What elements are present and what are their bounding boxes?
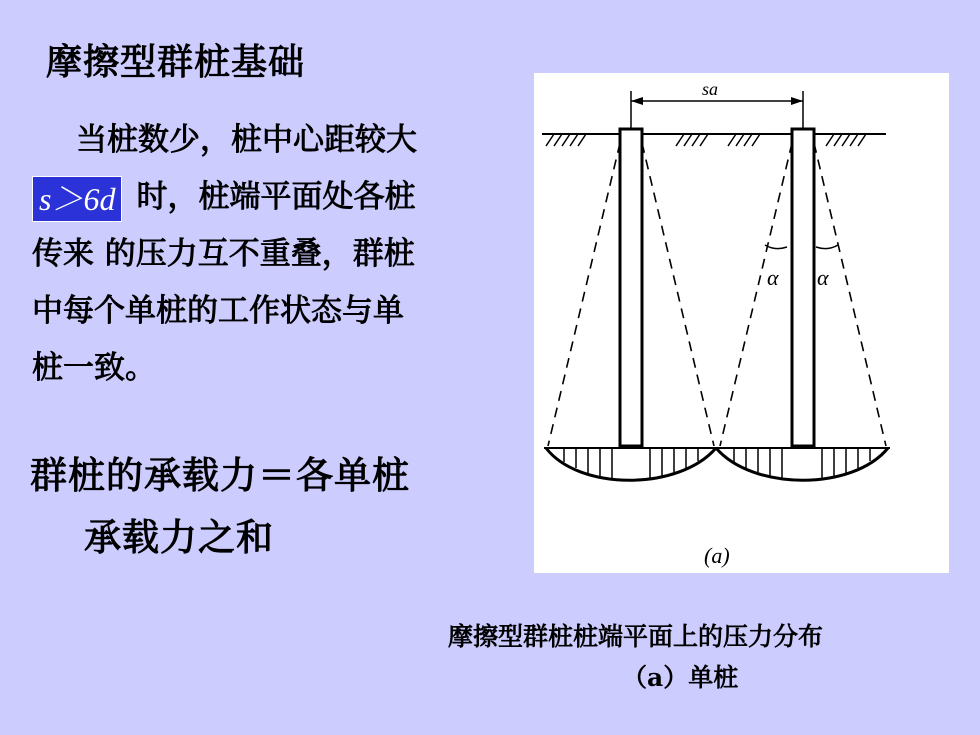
angle-label-left: α [767, 265, 779, 290]
paragraph-line-3: 传来 的压力互不重叠，群桩 [32, 236, 415, 272]
capacity-statement-line-2: 承载力之和 [84, 515, 274, 559]
pile-pressure-diagram [534, 73, 949, 573]
soil-hatch [546, 134, 866, 146]
spacing-formula: s＞6d [32, 176, 122, 222]
figure-caption: 摩擦型群桩桩端平面上的压力分布 [448, 622, 824, 651]
description-paragraph [32, 112, 512, 397]
angle-label-right: α [817, 265, 829, 290]
figure-caption-subtitle: （a）单桩 [622, 663, 739, 692]
slide-title: 摩擦型群桩基础 [46, 41, 306, 83]
paragraph-line-4: 中每个单桩的工作状态与单 [32, 293, 404, 329]
figure-sublabel: (a) [704, 543, 730, 568]
ground-surface [542, 134, 886, 146]
pile-right [792, 129, 814, 446]
pile-left [620, 129, 642, 446]
stress-spread-lines [548, 143, 886, 446]
paragraph-line-1: 当桩数少，桩中心距较大 [76, 122, 417, 158]
paragraph-line-2 [32, 169, 512, 226]
pressure-distribution [544, 448, 890, 480]
paragraph-line-2-text: 时，桩端平面处各桩 [136, 179, 416, 215]
capacity-statement-line-1: 群桩的承载力＝各单桩 [30, 453, 410, 497]
spacing-label: sa [702, 79, 719, 99]
paragraph-line-5: 桩一致。 [32, 350, 156, 386]
